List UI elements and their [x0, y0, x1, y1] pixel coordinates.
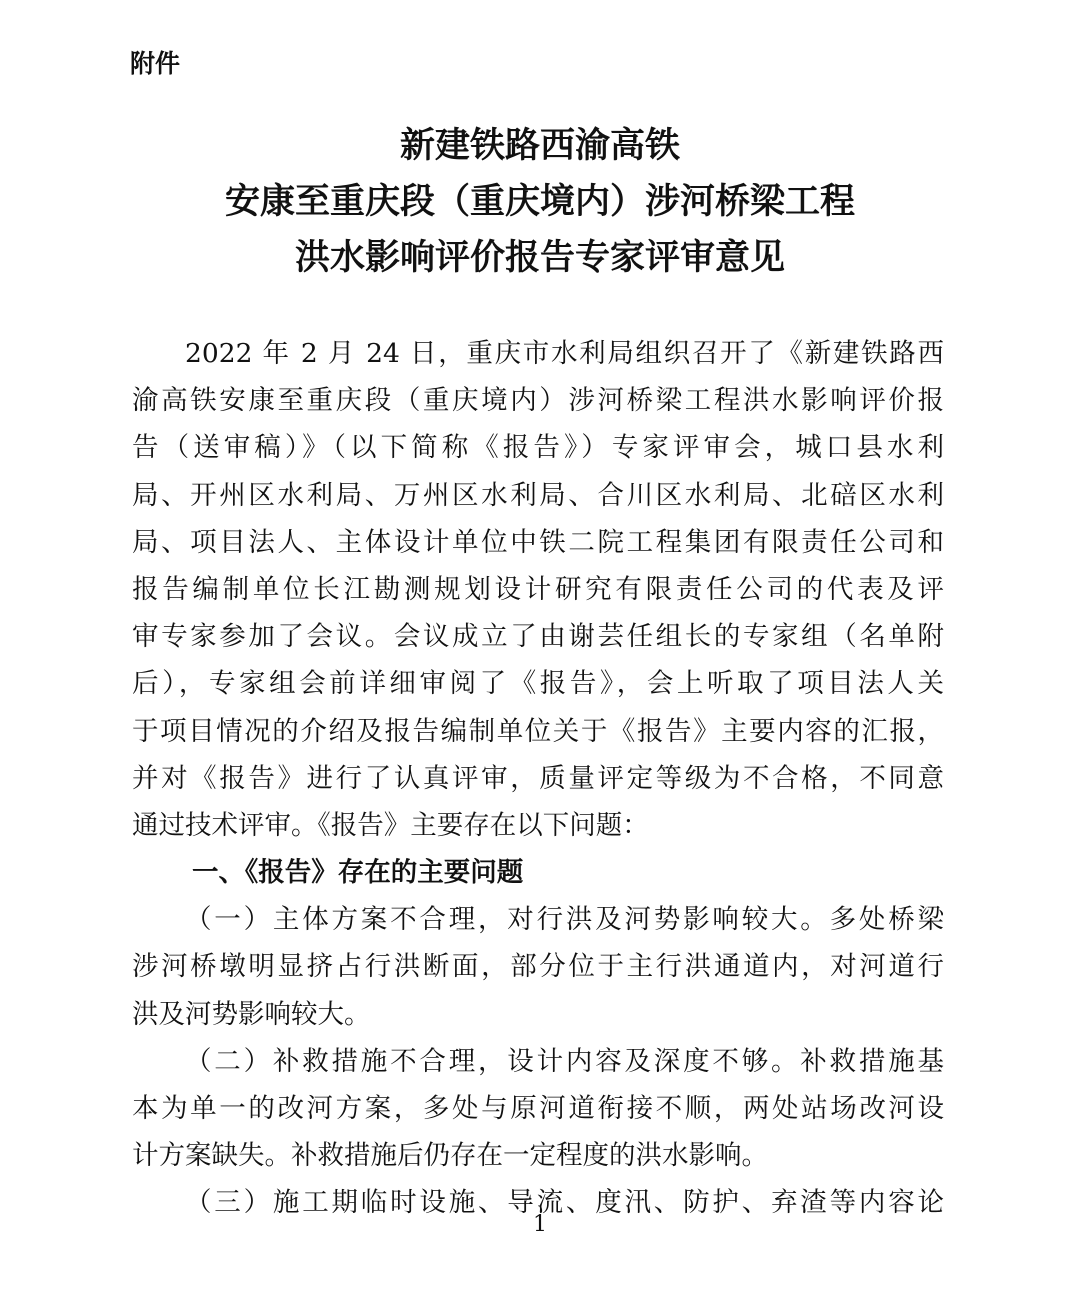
body-line: 局、开州区水利局、万州区水利局、合川区水利局、北碚区水利 [132, 479, 944, 511]
body-line: （三）施工期临时设施、导流、度汛、防护、弃渣等内容论 [185, 1187, 944, 1219]
title-line: 新建铁路西渝高铁 [399, 126, 680, 166]
attachment-label: 附件 [130, 49, 181, 78]
body-line: 本为单一的改河方案，多处与原河道衔接不顺，两处站场改河设 [132, 1093, 944, 1124]
body-line: 2022 年 2 月 24 日，重庆市水利局组织召开了《新建铁路西 [185, 338, 944, 369]
page-number: 1 [533, 1212, 547, 1237]
body-line: 渝高铁安康至重庆段（重庆境内）涉河桥梁工程洪水影响评价报 [132, 385, 944, 417]
title-line: 安康至重庆段（重庆境内）涉河桥梁工程 [224, 182, 855, 222]
body-line: 报告编制单位长江勘测规划设计研究有限责任公司的代表及评 [132, 573, 944, 605]
body-line: （二）补救措施不合理，设计内容及深度不够。补救措施基 [185, 1045, 944, 1077]
title-line: 洪水影响评价报告专家评审意见 [294, 238, 785, 278]
body-line: 计方案缺失。补救措施后仍存在一定程度的洪水影响。 [132, 1140, 768, 1172]
body-line: （一）主体方案不合理，对行洪及河势影响较大。多处桥梁 [185, 904, 944, 936]
body-line: 后），专家组会前详细审阅了《报告》，会上听取了项目法人关 [132, 668, 944, 700]
section-heading: 一、《报告》存在的主要问题 [192, 857, 524, 889]
body-line: 审专家参加了会议。会议成立了由谢芸任组长的专家组（名单附 [132, 621, 944, 653]
body-line: 洪及河势影响较大。 [132, 998, 371, 1030]
document-title [0, 118, 1080, 286]
body-line: 并对《报告》进行了认真评审，质量评定等级为不合格，不同意 [132, 762, 944, 794]
body-line: 通过技术评审。《报告》主要存在以下问题： [132, 809, 649, 841]
body-line: 局、项目法人、主体设计单位中铁二院工程集团有限责任公司和 [132, 526, 944, 558]
document-body [132, 330, 944, 1227]
body-line: 于项目情况的介绍及报告编制单位关于《报告》主要内容的汇报， [132, 715, 944, 747]
body-line: 告（送审稿）》（以下简称《报告》）专家评审会，城口县水利 [132, 432, 944, 464]
body-line: 涉河桥墩明显挤占行洪断面，部分位于主行洪通道内，对河道行 [132, 951, 944, 983]
